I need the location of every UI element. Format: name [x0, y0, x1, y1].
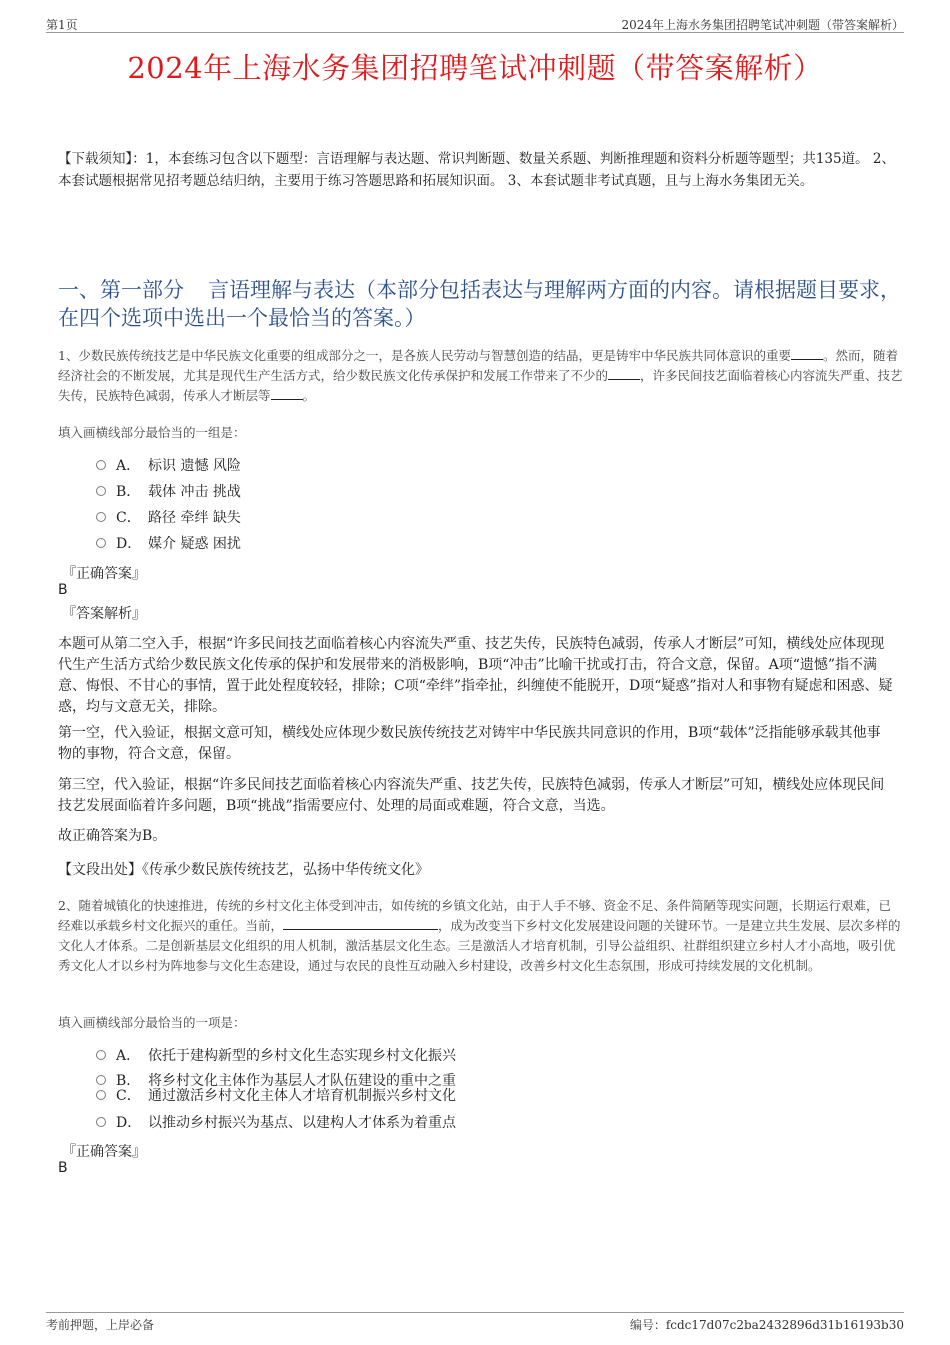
question-2-option-a[interactable]: A． 依托于建构新型的乡村文化生态实现乡村文化振兴 — [96, 1046, 456, 1066]
document-title: 2024年上海水务集团招聘笔试冲刺题（带答案解析） — [127, 51, 823, 85]
question-1-analysis-1: 本题可从第二空入手，根据“许多民间技艺面临着核心内容流失严重、技艺失传，民族特色减弱，传承人才断层”可知，横线处应体现现代生产生活方式给少数民族文化传承的保护和发展带来的消极影响，B项“冲击”比喻干扰或打击，符合文意，保留。A项“遗憾”指不满意、悔恨、不甘心的事情，置于此处程度较轻，排除；C项“牵绊”指牵扯，纠缠使不能脱开，D项“疑惑”指对人和事物有疑虑和困惑、疑惑，均与文意无关，排除。 — [58, 636, 893, 715]
section-desc: 言语理解与表达（本部分包括表达与理解两方面的内容。请根据题目要求，在四个选项中选出一个最恰当的答案。） — [58, 278, 901, 330]
page-footer — [46, 1312, 904, 1332]
page-header — [46, 14, 904, 33]
section-heading — [58, 276, 908, 332]
header-doc-title: 2024年上海水务集团招聘笔试冲刺题（带答案解析） — [621, 18, 904, 32]
blank — [271, 387, 303, 400]
footer-serial: 编号：fcdc17d07c2ba2432896d31b16193b30 — [629, 1318, 904, 1332]
page-number: 第1页 — [46, 18, 78, 32]
section-part: 一、第一部分 — [58, 278, 184, 302]
question-1-analysis-2: 第一空，代入验证，根据文意可知，横线处应体现少数民族传统技艺对铸牢中华民族共同意识的作用，B项“载体”泛指能够承载其他事物的事物，符合文意，保留。 — [58, 725, 881, 762]
question-1-analysis-label: 『答案解析』 — [62, 606, 146, 622]
blank — [608, 367, 640, 380]
question-1-analysis-4: 故正确答案为B。 — [58, 828, 167, 844]
question-1-source: 【文段出处】《传承少数民族传统技艺，弘扬中华传统文化》 — [58, 862, 429, 878]
question-1-answer: B — [58, 582, 68, 598]
question-2-answer: B — [58, 1160, 68, 1176]
radio-icon[interactable] — [96, 460, 106, 470]
question-2-text: 2、随着城镇化的快速推进，传统的乡村文化主体受到冲击，如传统的乡镇文化站，由于人手不够、资金不足、条件简陋等现实问题，长期运行艰难，已经难以承载乡村文化振兴的重任。当前， ，成为改变当下乡村文化发展建设问题的关键环节。一是建立共生发展、层次多样的文化人才体系。二是创新基层文化组织的用人机制，激活基层文化生态。三是激活人才培育机制，引导公益组织、社群组织建立乡村人才小高地，吸引优秀文化人才以乡村为阵地参与文化生态建设，通过与农民的良性互动融入乡村建设，改善乡村文化生态氛围，形成可持续发展的文化机制。 — [58, 898, 901, 973]
question-1-option-d[interactable]: D． 媒介 疑惑 困扰 — [96, 534, 241, 554]
question-1-prompt: 填入画横线部分最恰当的一组是： — [58, 425, 246, 440]
blank — [283, 917, 438, 930]
question-2-option-c[interactable]: C． 通过激活乡村文化主体人才培育机制振兴乡村文化 — [96, 1086, 456, 1106]
radio-icon[interactable] — [96, 1090, 106, 1100]
blank — [791, 347, 823, 360]
footer-slogan: 考前押题，上岸必备 — [46, 1318, 155, 1332]
question-1-option-c[interactable]: C． 路径 牵绊 缺失 — [96, 508, 241, 528]
question-2-option-d[interactable]: D． 以推动乡村振兴为基点、以建构人才体系为着重点 — [96, 1113, 456, 1133]
question-1-option-b[interactable]: B． 载体 冲击 挑战 — [96, 482, 241, 502]
radio-icon[interactable] — [96, 1050, 106, 1060]
question-2-answer-label: 『正确答案』 — [62, 1144, 146, 1160]
radio-icon[interactable] — [96, 512, 106, 522]
radio-icon[interactable] — [96, 538, 106, 548]
question-2-option-b[interactable]: B． 将乡村文化主体作为基层人才队伍建设的重中之重 — [96, 1071, 456, 1091]
question-1-answer-label: 『正确答案』 — [62, 566, 146, 582]
question-1-option-a[interactable]: A． 标识 遗憾 风险 — [96, 456, 241, 476]
radio-icon[interactable] — [96, 486, 106, 496]
question-2-prompt: 填入画横线部分最恰当的一项是： — [58, 1015, 246, 1030]
radio-icon[interactable] — [96, 1075, 106, 1085]
question-1-analysis-3: 第三空，代入验证，根据“许多民间技艺面临着核心内容流失严重、技艺失传，民族特色减弱，传承人才断层”可知，横线处应体现民间技艺发展面临着许多问题，B项“挑战”指需要应付、处理的局面或难题，符合文意，当选。 — [58, 777, 885, 814]
question-1-text: 1、少数民族传统技艺是中华民族文化重要的组成部分之一，是各族人民劳动与智慧创造的结晶，更是铸牢中华民族共同体意识的重要 。然而，随着经济社会的不断发展，尤其是现代生产生活方式，给少数民族文化传承保护和发展工作带来了不少的 ，许多民间技艺面临着核心内容流失严重、技艺失传，民族特色减弱，传承人才断层等 。 — [58, 348, 903, 403]
radio-icon[interactable] — [96, 1117, 106, 1127]
download-notice: 【下载须知】：1，本套练习包含以下题型：言语理解与表达题、常识判断题、数量关系题、判断推理题和资料分析题等题型；共135道。 2、本套试题根据常见招考题总结归纳，主要用于练习答题思路和拓展知识面。 3、本套试题非考试真题，且与上海水务集团无关。 — [58, 151, 895, 189]
